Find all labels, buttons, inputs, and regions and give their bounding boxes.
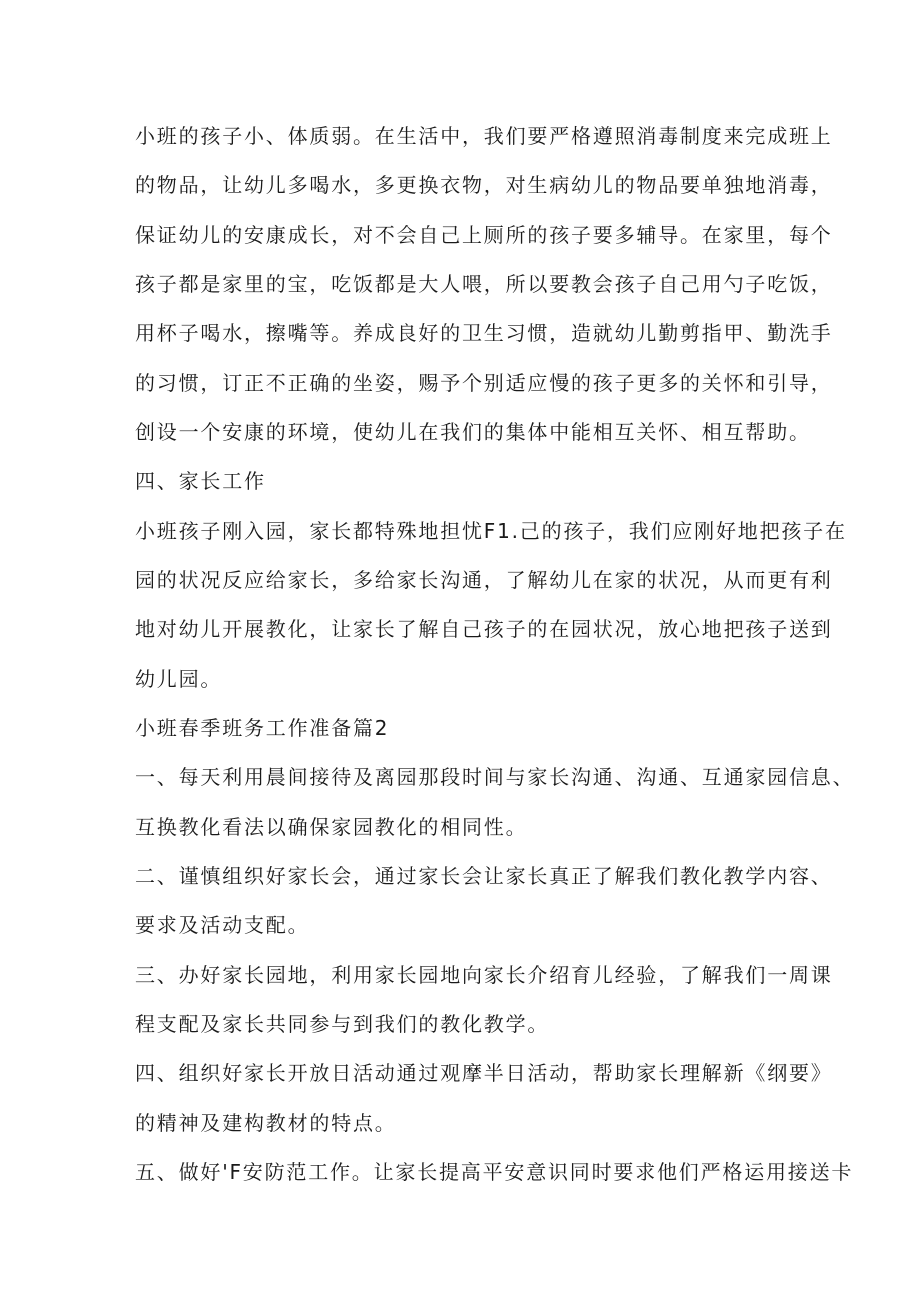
text-line: 三、办好家长园地，利用家长园地向家长介绍育儿经验，了解我们一周课 xyxy=(135,963,833,987)
text-line: 二、谨慎组织好家长会，通过家长会让家长真正了解我们教化教学内容、 xyxy=(135,864,833,888)
text-line: 地对幼儿开展教化，让家长了解自己孩子的在园状况，放心地把孩子送到 xyxy=(135,617,833,641)
text-line: 的物品，让幼儿多喝水，多更换衣物，对生病幼儿的物品要单独地消毒， xyxy=(135,173,833,197)
text-line: 的习惯，订正不正确的坐姿，赐予个别适应慢的孩子更多的关怀和引导， xyxy=(135,371,833,395)
text-line: 创设一个安康的环境，使幼儿在我们的集体中能相互关怀、相互帮助。 xyxy=(135,420,811,444)
section-heading: 四、家长工作 xyxy=(135,469,266,493)
article-title: 小班春季班务工作准备篇2 xyxy=(135,716,390,740)
text-line: 孩子都是家里的宝，吃饭都是大人喂，所以要教会孩子自己用勺子吃饭， xyxy=(135,272,833,296)
text-line: 小班孩子刚入园，家长都特殊地担忧F1.己的孩子，我们应刚好地把孩子在 xyxy=(135,519,847,543)
text-line: 用杯子喝水，擦嘴等。养成良好的卫生习惯，造就幼儿勤剪指甲、勤洗手 xyxy=(135,321,833,345)
text-line: 要求及活动支配。 xyxy=(135,913,310,937)
text-line: 保证幼儿的安康成长，对不会自己上厕所的孩子要多辅导。在家里，每个 xyxy=(135,223,833,247)
text-line: 五、做好'F安防范工作。让家长提高平安意识同时要求他们严格运用接送卡 xyxy=(135,1160,854,1184)
text-line: 幼儿园。 xyxy=(135,667,223,691)
text-line: 一、每天利用晨间接待及离园那段时间与家长沟通、沟通、互通家园信息、 xyxy=(135,765,855,789)
text-line: 程支配及家长共同参与到我们的教化教学。 xyxy=(135,1012,550,1036)
text-line: 小班的孩子小、体质弱。在生活中，我们要严格遵照消毒制度来完成班上 xyxy=(135,124,833,148)
text-line: 的精神及建构教材的特点。 xyxy=(135,1111,397,1135)
text-line: 互换教化看法以确保家园教化的相同性。 xyxy=(135,815,528,839)
text-line: 四、组织好家长开放日活动通过观摩半日活动，帮助家长理解新《纲要》 xyxy=(135,1061,833,1085)
text-line: 园的状况反应给家长，多给家长沟通，了解幼儿在家的状况，从而更有利 xyxy=(135,568,833,592)
